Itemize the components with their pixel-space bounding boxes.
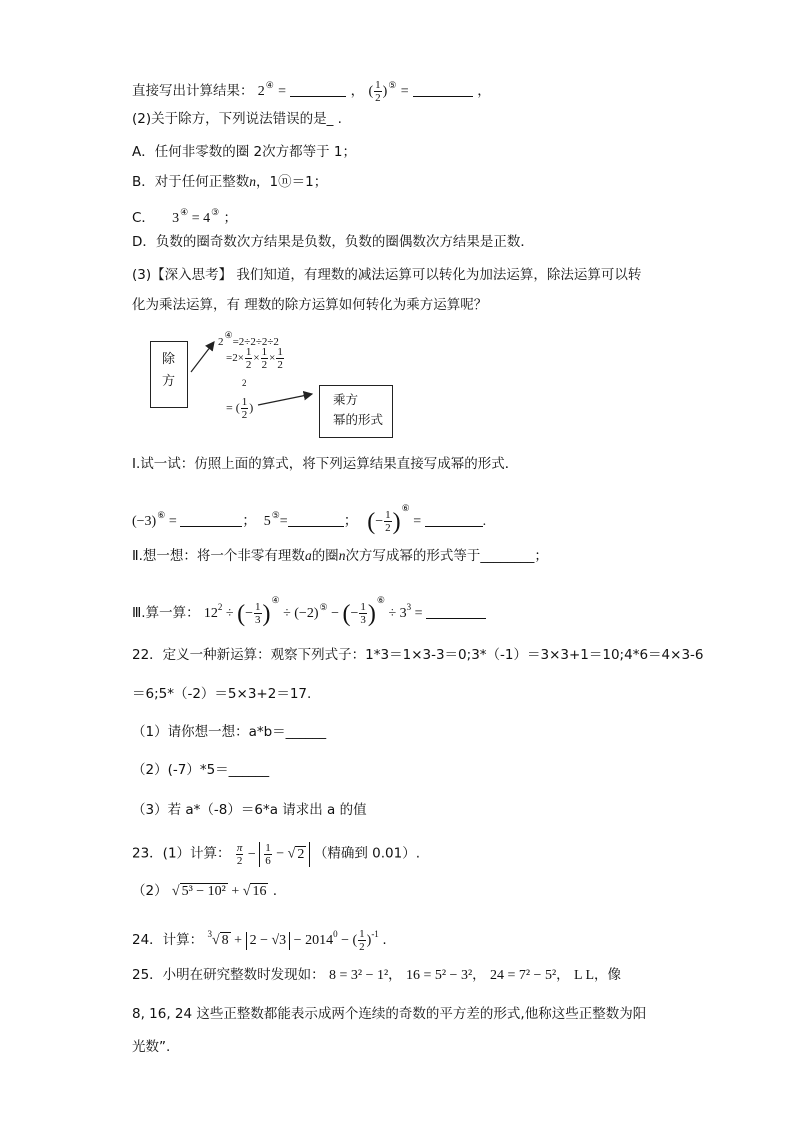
diagram-box-division-label-1: 除	[162, 352, 176, 367]
calc-line: Ⅲ.算一算： $12^2$ ÷ (− $\frac{1}{3}$ )④ ÷ (−2)⑤ − (− $\frac{1}{3}$ )$^⑥ \div 3^3$ =	[132, 591, 486, 626]
arrow-to-expression	[191, 342, 214, 372]
answer-blank[interactable]	[180, 512, 242, 527]
option-a: A．任何非零数的圈 2次方都等于 1；	[132, 144, 356, 160]
option-d: D．负数的圈奇数次方结果是负数，负数的圈偶数次方结果是正数．	[132, 234, 534, 250]
diagram-row1: 2④=2÷2÷2÷2	[218, 330, 279, 348]
answer-blank[interactable]	[425, 512, 483, 527]
q25-line1: 25．小明在研究整数时发现如： 8 = 3² − 1²， 16 = 5² − 3²， 24 = 7² − 5²， L L，像	[132, 967, 622, 983]
diagram-row2: =2× $\frac{1}{2}$ × $\frac{1}{2}$ × $\frac{1}{2}$	[226, 346, 283, 371]
diagram-box-division-label-2: 方	[162, 374, 176, 389]
answer-blank[interactable]	[290, 82, 346, 97]
q23-sub1: 23．(1）计算： $\frac{\pi}{2}$ − $\frac{1}{6}$ − √ 2 （精确到 0.01）.	[132, 842, 421, 867]
calc-expression: $12^2$ ÷ (− $\frac{1}{3}$ )④ ÷ (−2)⑤ − (− $\frac{1}{3}$ )$^⑥ \div 3^3$ =	[204, 606, 486, 621]
q23-sub2: （2） √ 5³ − 10² + √ 16 .	[132, 883, 278, 899]
answer-blank[interactable]	[413, 82, 473, 97]
diagram-row2-exponent: 2	[242, 378, 247, 388]
q22-sub1: （1）请你想一想：a*b＝______	[132, 724, 327, 740]
q21-part1-line: 直接写出计算结果： 2④ = ， ( $\frac{1}{2}$ )⑤ = ，	[132, 79, 491, 105]
deep-think-line2: 化为乘法运算，有 理数的除方运算如何转化为乘方运算呢？	[132, 297, 488, 313]
q22-line1: 22．定义一种新运算：观察下列式子：1*3＝1×3-3＝0;3*（-1）＝3×3+1＝10;4*6＝4×3-6	[132, 647, 704, 663]
q21-part2-question: (2)关于除方，下列说法错误的是_ .	[132, 111, 342, 127]
diagram-box-power-label-2: 幂的形式	[333, 412, 384, 427]
q25-line3: 光数”.	[132, 1039, 171, 1055]
diagram-box-power-label-1: 乘方	[333, 392, 359, 407]
answer-blank[interactable]	[288, 512, 344, 527]
q24-line: 24．计算： $^3$√ $8 + 2 - √3 - 2014^0$ − ( $\frac{1}{2}$ )$^{-1}$ .	[132, 928, 387, 954]
option-c: C． 3④ = 4③ ；	[132, 207, 237, 226]
arrow-to-power	[258, 394, 312, 405]
diagram-row3: = ( $\frac{1}{2}$ )	[226, 396, 254, 421]
option-b: B．对于任何正整数n，1ⓝ＝1；	[132, 174, 328, 190]
q21-expr2: ( $\frac{1}{2}$ )⑤	[368, 79, 397, 105]
q21-prompt: 直接写出计算结果：	[132, 83, 254, 99]
answer-blank[interactable]	[426, 604, 486, 619]
try-it-label: Ⅰ.试一试：仿照上面的算式，将下列运算结果直接写成幂的形式．	[132, 456, 519, 472]
q21-expr1: 2④	[257, 80, 274, 99]
q22-line2: ＝6;5*（-2）＝5×3+2＝17.	[132, 686, 312, 702]
q22-sub3: （3）若 a*（-8）＝6*a 请求出 a 的值	[132, 802, 367, 818]
deep-think-line1: (3)【深入思考】 我们知道，有理数的减法运算可以转化为加法运算，除法运算可以转	[132, 267, 642, 283]
q22-sub2: （2）(-7）*5＝______	[132, 762, 270, 778]
think-line: Ⅱ.想一想：将一个非零有理数a的圈n次方写成幂的形式等于________；	[132, 548, 548, 564]
q25-line2: 8, 16, 24 这些正整数都能表示成两个连续的奇数的平方差的形式,他称这些正整数为阳	[132, 1006, 647, 1022]
try-it-expressions: (−3)⑥ = ； 5⑤= ； (− $\frac{1}{2}$ )⑥ = .	[132, 503, 487, 535]
